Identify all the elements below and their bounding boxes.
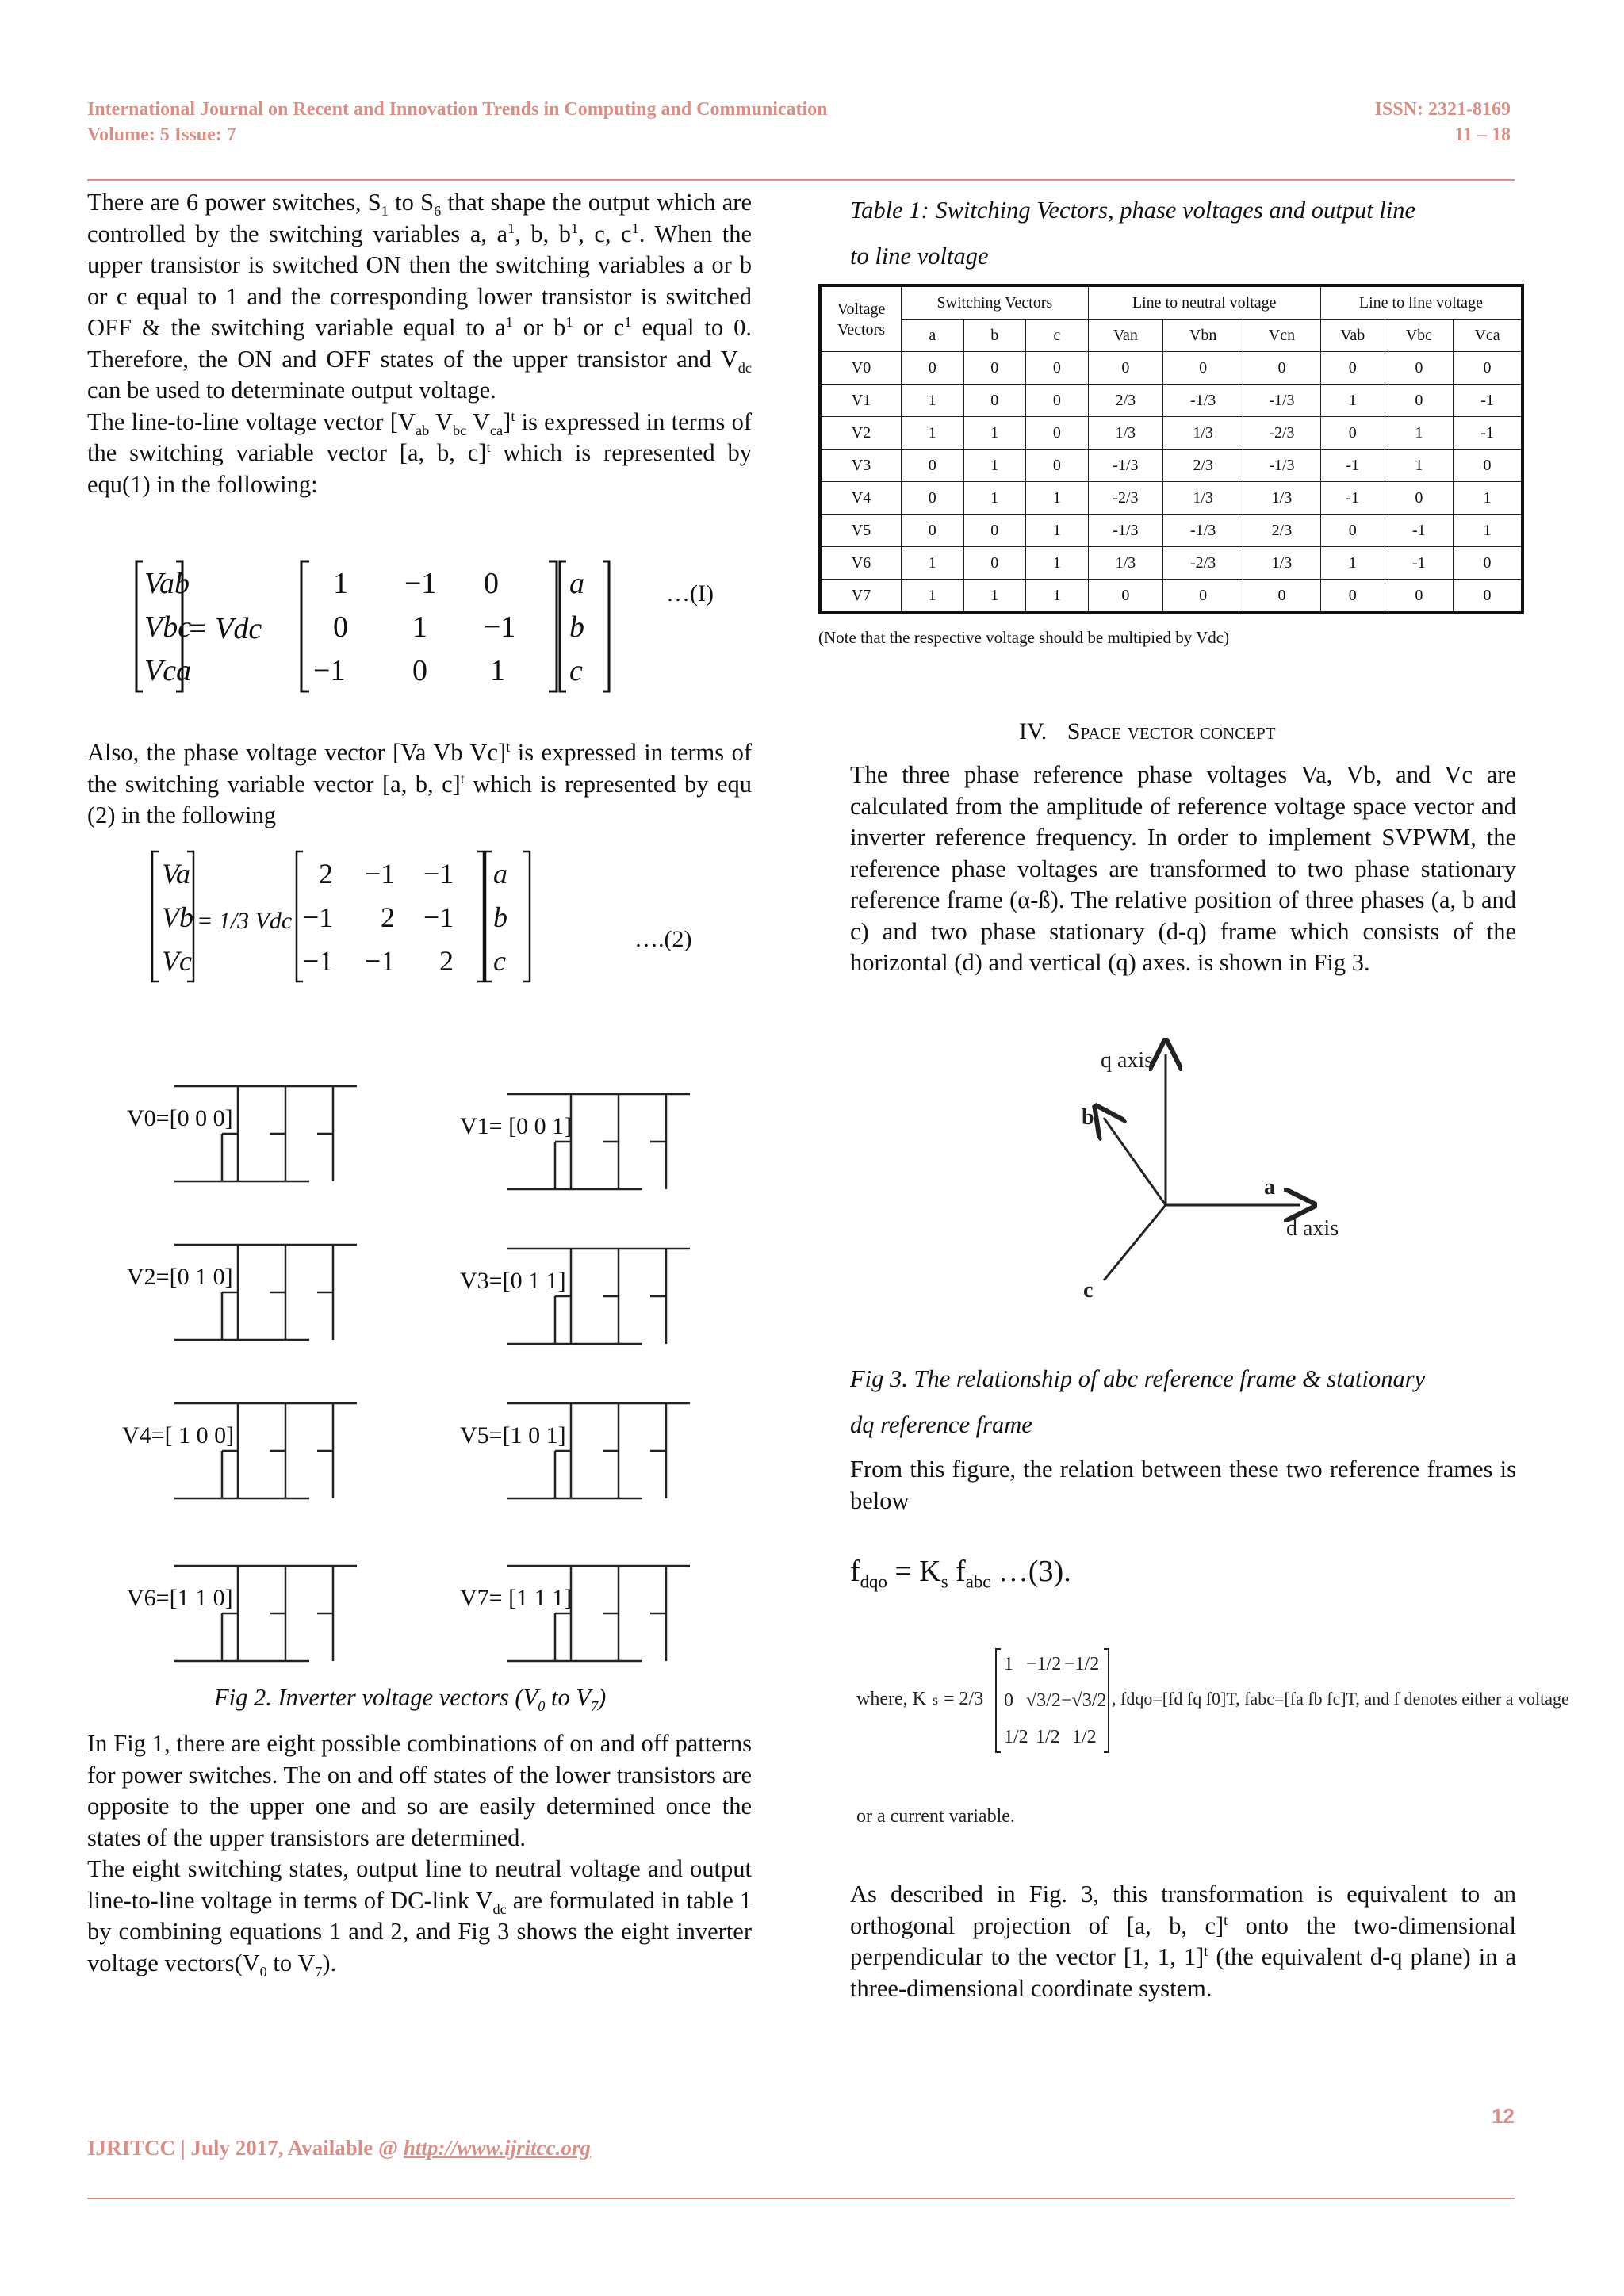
table-cell: 1	[963, 580, 1026, 614]
table-cell: 1	[1454, 515, 1522, 547]
table-cell: 0	[1088, 580, 1163, 614]
table-cell: 0	[963, 515, 1026, 547]
journal-volume: Volume: 5 Issue: 7	[87, 124, 236, 145]
th-line-to-line: Line to line voltage	[1320, 285, 1522, 320]
m2-rhs-0: a	[493, 858, 508, 890]
fig3-q-label: q axis	[1101, 1048, 1154, 1073]
table-cell: 0	[902, 515, 964, 547]
right-paragraph-3: As described in Fig. 3, this transformation is equivalent to an orthogonal projection of [a, b, c]$^t$ onto the two-dimensional perpendicular to the vector [1, 1, 1]$^t$ (the equivalent d-q plane) in a three-dimensional coordinate system.	[850, 1881, 1516, 2002]
table-cell: 0	[1454, 580, 1522, 614]
table-row	[820, 352, 1522, 385]
table-cell: 1/3	[1243, 482, 1321, 515]
equation-2-number: ….(2)	[634, 926, 692, 952]
fig2-label-v6: V6=[1 1 0]	[127, 1585, 233, 1611]
ks-m12: −1/2	[1026, 1654, 1062, 1674]
table-cell: 1	[963, 417, 1026, 450]
equation-2-matrix	[151, 845, 547, 988]
table-cell: -1	[1385, 515, 1453, 547]
section-heading	[1019, 718, 1276, 745]
ks-definition	[856, 1641, 1569, 1839]
m2-a32: −1	[365, 945, 396, 977]
left-paragraph-3: Also, the phase voltage vector [Va Vb Vc]$^t$ is expressed in terms of the switching variable vector [a, b, c]$^t$ which is represented by equ (2) in the following	[87, 738, 752, 828]
m2-a31: −1	[303, 945, 334, 977]
table-cell: 0	[1385, 482, 1453, 515]
table-cell: 1/3	[1243, 547, 1321, 580]
ks-m22: √3/2	[1026, 1690, 1061, 1711]
table-cell: 0	[1088, 352, 1163, 385]
table-cell: 1/3	[1163, 482, 1243, 515]
table-cell: -1/3	[1088, 515, 1163, 547]
table-cell: 0	[1026, 385, 1089, 417]
m1-rhs-1: b	[569, 610, 584, 644]
th-vab: Vab	[1320, 320, 1385, 352]
fig2-label-v7: V7= [1 1 1]	[460, 1585, 573, 1611]
table-cell: -1	[1385, 547, 1453, 580]
table-cell: 0	[1163, 352, 1243, 385]
table-cell: 1	[902, 385, 964, 417]
table-cell: -1/3	[1163, 385, 1243, 417]
table-cell: 0	[1320, 352, 1385, 385]
th-vbn: Vbn	[1163, 320, 1243, 352]
fig2-label-v5: V5=[1 0 1]	[460, 1422, 566, 1448]
ks-m23: −√3/2	[1061, 1690, 1107, 1711]
table-cell: 1	[1320, 547, 1385, 580]
table-cell: V7	[820, 580, 902, 614]
m2-a13: −1	[423, 858, 454, 890]
table-1-note: (Note that the respective voltage should be multipied by Vdc)	[818, 628, 1230, 647]
left-paragraph-4: In Fig 1, there are eight possible combinations of on and off patterns for power switches. The on and off states of the lower transistors are opposite to the upper one and so are easily determined once the states of the upper transistors are determined. The eight switching states, output line to neutral voltage and output line-to-line voltage in terms of DC-link $V_{dc}$ are formulated in table 1 by combining equations 1 and 2, and Fig 3 shows the eight inverter voltage $vectors(V_0$ to $V_7$).	[87, 1730, 752, 1980]
table-cell: -2/3	[1088, 482, 1163, 515]
table-cell: -2/3	[1243, 417, 1321, 450]
table-cell: 0	[1454, 450, 1522, 482]
footer-rule	[87, 2198, 1515, 2199]
table-cell: -1/3	[1243, 450, 1321, 482]
fig2-label-v0: V0=[0 0 0]	[127, 1105, 233, 1131]
table-cell: V2	[820, 417, 902, 450]
figure-2-inverter-vectors	[119, 1062, 753, 1681]
table-row	[820, 547, 1522, 580]
table-cell: -1/3	[1243, 385, 1321, 417]
table-cell: 0	[1454, 352, 1522, 385]
m2-lhs-2: Vc	[162, 945, 192, 977]
th-line-to-neutral: Line to neutral voltage	[1088, 285, 1320, 320]
table-cell: 0	[963, 547, 1026, 580]
table-cell: 0	[963, 352, 1026, 385]
section-number: IV.	[1019, 718, 1048, 744]
th-vca: Vca	[1454, 320, 1522, 352]
table-cell: 0	[1320, 580, 1385, 614]
m2-a12: −1	[365, 858, 396, 890]
table-cell: 0	[1454, 547, 1522, 580]
table-cell: 1	[1385, 417, 1453, 450]
m1-a23: −1	[484, 610, 516, 644]
table-1-caption: Table 1: Switching Vectors, phase voltages and output line to line voltage	[850, 197, 1416, 270]
table-cell: 0	[1026, 352, 1089, 385]
table-cell: -2/3	[1163, 547, 1243, 580]
m1-lhs-1: Vbc	[144, 610, 192, 644]
m1-a32: 0	[412, 654, 427, 687]
th-van: Van	[1088, 320, 1163, 352]
m2-a21: −1	[303, 901, 334, 933]
fig3-d-label: d axis	[1286, 1216, 1339, 1241]
table-cell: 2/3	[1088, 385, 1163, 417]
m2-a22: 2	[381, 901, 395, 933]
m1-coef: = Vdc	[187, 612, 262, 645]
table-cell: 1	[1026, 482, 1089, 515]
table-cell: 1	[1385, 450, 1453, 482]
header-left	[87, 97, 828, 147]
ks-tail: , fdqo=[fd fq f0]T, fabc=[fa fb fc]T, and f denotes either a voltage	[1112, 1689, 1569, 1709]
equation-1-number: …(I)	[666, 580, 714, 607]
table-cell: 0	[1026, 450, 1089, 482]
table-row	[820, 385, 1522, 417]
fig2-label-v4: V4=[ 1 0 0]	[122, 1422, 235, 1448]
table-cell: V6	[820, 547, 902, 580]
th-voltage-vectors: Voltage Vectors	[820, 285, 902, 352]
m1-a31: −1	[313, 654, 346, 687]
ks-tail-2: or a current variable.	[856, 1806, 1015, 1827]
figure-3-caption: Fig 3. The relationship of abc reference frame & stationary dq reference frame	[850, 1365, 1426, 1438]
fig2-label-v2: V2=[0 1 0]	[127, 1264, 233, 1290]
footer: IJRITCC | July 2017, Available @ http://www.ijritcc.org	[87, 2136, 591, 2160]
m2-coef: = 1/3 Vdc	[197, 908, 293, 934]
table-cell: 1	[1026, 515, 1089, 547]
table-cell: 1/3	[1163, 417, 1243, 450]
table-row	[820, 450, 1522, 482]
table-cell: -1	[1320, 450, 1385, 482]
fig3-b-label: b	[1082, 1105, 1094, 1130]
m2-lhs-0: Va	[162, 858, 190, 890]
fig2-label-v1: V1= [0 0 1]	[460, 1113, 573, 1139]
m2-a11: 2	[319, 858, 333, 890]
page-number: 12	[1492, 2104, 1515, 2128]
page-range: 11 – 18	[1454, 124, 1511, 145]
fig2-label-v3: V3=[0 1 1]	[460, 1268, 566, 1294]
ks-where: where, K	[856, 1689, 926, 1709]
ks-m31: 1/2	[1004, 1727, 1028, 1747]
table-cell: 0	[902, 352, 964, 385]
header-rule	[87, 179, 1515, 181]
table-cell: -1/3	[1163, 515, 1243, 547]
m1-lhs-0: Vab	[144, 567, 190, 600]
m2-rhs-2: c	[493, 945, 506, 977]
equation-3: $f_{dqo} = K_s$ $f_{abc}$ …(3).	[850, 1555, 1071, 1592]
table-cell: V5	[820, 515, 902, 547]
fig3-c-label: c	[1083, 1278, 1094, 1303]
journal-name: International Journal on Recent and Innovation Trends in Computing and Communication	[87, 99, 828, 120]
journal-issn: ISSN: 2321-8169	[1374, 99, 1511, 120]
ks-sub: s	[933, 1692, 939, 1708]
m2-a23: −1	[423, 901, 454, 933]
table-cell: -1	[1320, 482, 1385, 515]
table-cell: 2/3	[1163, 450, 1243, 482]
m1-a22: 1	[412, 610, 427, 644]
table-cell: 0	[902, 450, 964, 482]
ks-m32: 1/2	[1036, 1727, 1060, 1747]
table-cell: 1	[1320, 385, 1385, 417]
m2-lhs-1: Vb	[162, 901, 193, 933]
table-cell: V0	[820, 352, 902, 385]
ks-m11: 1	[1004, 1654, 1013, 1674]
left-paragraph-5: The eight switching states, output line to neutral voltage and output line-to-line voltage in terms of DC-link $V_{dc}$ are formulated in table 1 by combining equations 1 and 2, and Fig 3 shows the eight inverter voltage $vectors(V_0$ to $V_7$).	[87, 1855, 752, 1980]
table-cell: 1	[1026, 547, 1089, 580]
ks-m33: 1/2	[1072, 1727, 1097, 1747]
table-cell: V4	[820, 482, 902, 515]
footer-link[interactable]: http://www.ijritcc.org	[403, 2136, 591, 2160]
table-cell: 0	[1026, 417, 1089, 450]
table-row	[820, 515, 1522, 547]
figure-2-caption: Fig 2. Inverter voltage vectors ($V_0$ to $V_7$)	[214, 1684, 607, 1715]
table-cell: 2/3	[1243, 515, 1321, 547]
table-cell: 1	[902, 547, 964, 580]
table-cell: -1/3	[1088, 450, 1163, 482]
figure-3-axes	[1063, 1039, 1396, 1308]
right-paragraph-2: From this figure, the relation between these two reference frames is below	[850, 1456, 1516, 1514]
table-cell: 1/3	[1088, 547, 1163, 580]
section-title: Space vector concept	[1067, 718, 1276, 744]
table-cell: 1	[963, 450, 1026, 482]
table-cell: 0	[1385, 385, 1453, 417]
table-cell: 1	[902, 417, 964, 450]
left-paragraph-1: There are 6 power switches, $S_1$ to $S_6$ that shape the output which are controlled by the switching variables a, $a^1$, b, $b^1$, c, $c^1$. When the upper transistor is switched ON then the switching variables a or b or c equal to 1 and the corresponding lower transistor is switched OFF & the switching variable equal to $a^1$ or $b^1$ or $c^1$ equal to 0. Therefore, the ON and OFF states of the upper transistor and $V_{dc}$ can be used to determinate output voltage. The line-to-line voltage vector [$V_{ab}$ $V_{bc}$ $V_{ca}]^t$ is expressed in terms of the switching variable vector [a, b, c]$^t$ which is represented by equ(1) in the following:	[87, 187, 752, 500]
ks-m13: −1/2	[1064, 1654, 1100, 1674]
m1-a12: −1	[404, 567, 437, 600]
table-cell: 1	[1026, 580, 1089, 614]
b-phase-line	[1104, 1118, 1166, 1205]
m1-lhs-2: Vca	[144, 654, 192, 687]
table-cell: 0	[902, 482, 964, 515]
table-cell: -1	[1454, 385, 1522, 417]
th-b: b	[963, 320, 1026, 352]
th-c: c	[1026, 320, 1089, 352]
table-cell: 1	[1454, 482, 1522, 515]
m2-rhs-1: b	[493, 901, 508, 933]
m1-a11: 1	[333, 567, 348, 600]
th-vcn: Vcn	[1243, 320, 1321, 352]
table-cell: 0	[1385, 580, 1453, 614]
table-row	[820, 580, 1522, 614]
th-a: a	[902, 320, 964, 352]
left-paragraph-2: The line-to-line voltage vector [$V_{ab}$ $V_{bc}$ $V_{ca}]^t$ is expressed in terms of the switching variable vector [a, b, c]$^t$ which is represented by equ(1) in the following:	[87, 408, 752, 498]
table-cell: 0	[1243, 580, 1321, 614]
table-cell: V3	[820, 450, 902, 482]
table-cell: 1	[902, 580, 964, 614]
table-1-switching-vectors	[818, 284, 1524, 614]
table-cell: -1	[1454, 417, 1522, 450]
table-cell: 1/3	[1088, 417, 1163, 450]
table-cell: 0	[1163, 580, 1243, 614]
fig3-a-label: a	[1264, 1175, 1275, 1200]
m1-a21: 0	[333, 610, 348, 644]
table-cell: 0	[1385, 352, 1453, 385]
m2-a33: 2	[439, 945, 454, 977]
right-paragraph-1: The three phase reference phase voltages Va, Vb, and Vc are calculated from the amplitude of reference voltage space vector and inverter reference frequency. In order to implement SVPWM, the reference phase voltages are transformed to two phase stationary reference frame (α-ß). The relative position of three phases (a, b and c) and two phase stationary (d-q) frame which consists of the horizontal (d) and vertical (q) axes. is shown in Fig 3.	[850, 761, 1516, 976]
m1-a13: 0	[484, 567, 499, 600]
table-cell: V1	[820, 385, 902, 417]
table-cell: 0	[1320, 515, 1385, 547]
c-phase-line	[1104, 1205, 1166, 1280]
table-cell: 0	[1243, 352, 1321, 385]
m1-rhs-2: c	[569, 654, 583, 687]
ks-m21: 0	[1004, 1690, 1013, 1711]
th-vbc: Vbc	[1385, 320, 1453, 352]
table-cell: 0	[1320, 417, 1385, 450]
th-switching-vectors: Switching Vectors	[902, 285, 1089, 320]
table-row	[820, 482, 1522, 515]
ks-frac: = 2/3	[944, 1689, 984, 1709]
table-cell: 0	[963, 385, 1026, 417]
table-cell: 1	[963, 482, 1026, 515]
m1-a33: 1	[490, 654, 505, 687]
m1-rhs-0: a	[569, 567, 584, 600]
table-row	[820, 417, 1522, 450]
equation-1-matrix	[135, 555, 626, 698]
header-right	[1375, 97, 1511, 147]
